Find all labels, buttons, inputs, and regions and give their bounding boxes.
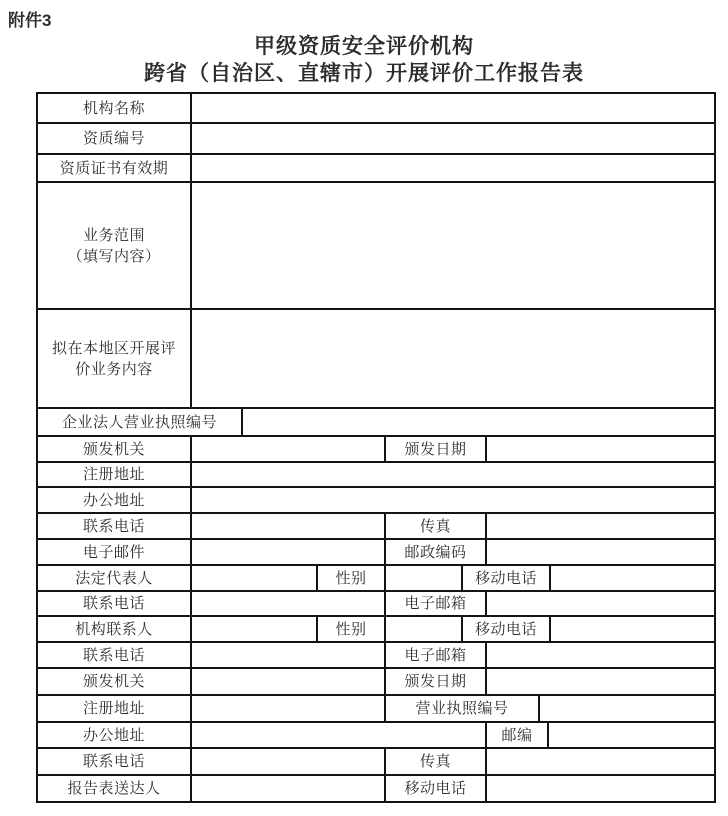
field-value bbox=[487, 669, 716, 696]
report-table bbox=[36, 92, 716, 803]
field-label-line: 业务范围 bbox=[82, 226, 145, 244]
title-line-1: 甲级资质安全评价机构 bbox=[254, 35, 474, 58]
field-label: 颁发机关 bbox=[38, 437, 192, 463]
field-label: 性别 bbox=[318, 566, 386, 592]
field-value bbox=[551, 617, 716, 643]
field-value bbox=[487, 643, 716, 669]
field-value bbox=[192, 669, 386, 696]
field-label: 电子邮件 bbox=[38, 540, 192, 566]
field-value bbox=[192, 696, 386, 723]
field-label: 机构名称 bbox=[38, 94, 192, 124]
table-row bbox=[38, 409, 716, 437]
table-row bbox=[38, 514, 716, 540]
field-label: 报告表送达人 bbox=[38, 776, 192, 803]
field-label: 颁发日期 bbox=[386, 437, 487, 463]
table-row bbox=[38, 94, 716, 124]
attachment-label: 附件3 bbox=[8, 11, 52, 30]
field-label: 企业法人营业执照编号 bbox=[38, 409, 243, 437]
field-value bbox=[192, 566, 318, 592]
field-label: 性别 bbox=[318, 617, 386, 643]
field-label: 机构联系人 bbox=[38, 617, 192, 643]
field-value bbox=[386, 617, 463, 643]
table-row bbox=[38, 488, 716, 514]
table-row bbox=[38, 437, 716, 463]
field-label bbox=[38, 310, 192, 409]
field-label: 移动电话 bbox=[386, 776, 487, 803]
field-label-line: 拟在本地区开展评 bbox=[51, 339, 176, 357]
table-row bbox=[38, 669, 716, 696]
field-value bbox=[192, 723, 487, 749]
table-row bbox=[38, 749, 716, 776]
field-label: 电子邮箱 bbox=[386, 643, 487, 669]
field-value bbox=[487, 437, 716, 463]
field-value bbox=[192, 94, 716, 124]
table-row bbox=[38, 566, 716, 592]
field-label: 联系电话 bbox=[38, 749, 192, 776]
field-label: 联系电话 bbox=[38, 643, 192, 669]
field-value bbox=[487, 540, 716, 566]
field-value bbox=[192, 514, 386, 540]
table-row bbox=[38, 463, 716, 488]
field-label bbox=[38, 183, 192, 310]
field-label-line: 价业务内容 bbox=[75, 360, 153, 378]
field-value bbox=[192, 183, 716, 310]
field-value bbox=[192, 749, 386, 776]
field-label: 电子邮箱 bbox=[386, 592, 487, 617]
field-value bbox=[192, 155, 716, 183]
field-label: 传真 bbox=[386, 514, 487, 540]
field-label: 注册地址 bbox=[38, 696, 192, 723]
table-row bbox=[38, 183, 716, 310]
field-value bbox=[551, 566, 716, 592]
field-label: 联系电话 bbox=[38, 514, 192, 540]
field-value bbox=[487, 514, 716, 540]
field-value bbox=[487, 592, 716, 617]
field-label: 联系电话 bbox=[38, 592, 192, 617]
field-value bbox=[192, 617, 318, 643]
field-label: 邮政编码 bbox=[386, 540, 487, 566]
field-label: 营业执照编号 bbox=[386, 696, 540, 723]
table-row bbox=[38, 592, 716, 617]
table-row bbox=[38, 696, 716, 723]
field-value bbox=[192, 463, 716, 488]
field-label: 办公地址 bbox=[38, 488, 192, 514]
field-label: 资质编号 bbox=[38, 124, 192, 155]
field-label-line: （填写内容） bbox=[67, 247, 161, 265]
field-label: 邮编 bbox=[487, 723, 549, 749]
field-value bbox=[386, 566, 463, 592]
table-row bbox=[38, 540, 716, 566]
field-value bbox=[192, 643, 386, 669]
field-value bbox=[192, 488, 716, 514]
field-value bbox=[192, 540, 386, 566]
table-row bbox=[38, 155, 716, 183]
field-label: 注册地址 bbox=[38, 463, 192, 488]
document-title bbox=[0, 33, 728, 87]
field-label: 法定代表人 bbox=[38, 566, 192, 592]
table-row bbox=[38, 124, 716, 155]
field-value bbox=[192, 592, 386, 617]
table-row bbox=[38, 643, 716, 669]
field-label: 移动电话 bbox=[463, 566, 551, 592]
field-value bbox=[487, 776, 716, 803]
field-label: 资质证书有效期 bbox=[38, 155, 192, 183]
field-value bbox=[192, 310, 716, 409]
field-label: 传真 bbox=[386, 749, 487, 776]
table-row bbox=[38, 776, 716, 803]
field-value bbox=[540, 696, 716, 723]
field-label: 移动电话 bbox=[463, 617, 551, 643]
field-value bbox=[192, 437, 386, 463]
title-line-2: 跨省（自治区、直辖市）开展评价工作报告表 bbox=[144, 62, 584, 85]
field-label: 颁发日期 bbox=[386, 669, 487, 696]
field-value bbox=[487, 749, 716, 776]
field-label: 办公地址 bbox=[38, 723, 192, 749]
field-value bbox=[192, 776, 386, 803]
field-label: 颁发机关 bbox=[38, 669, 192, 696]
field-value bbox=[243, 409, 716, 437]
field-value bbox=[549, 723, 716, 749]
table-row bbox=[38, 310, 716, 409]
table-row bbox=[38, 723, 716, 749]
table-row bbox=[38, 617, 716, 643]
field-value bbox=[192, 124, 716, 155]
